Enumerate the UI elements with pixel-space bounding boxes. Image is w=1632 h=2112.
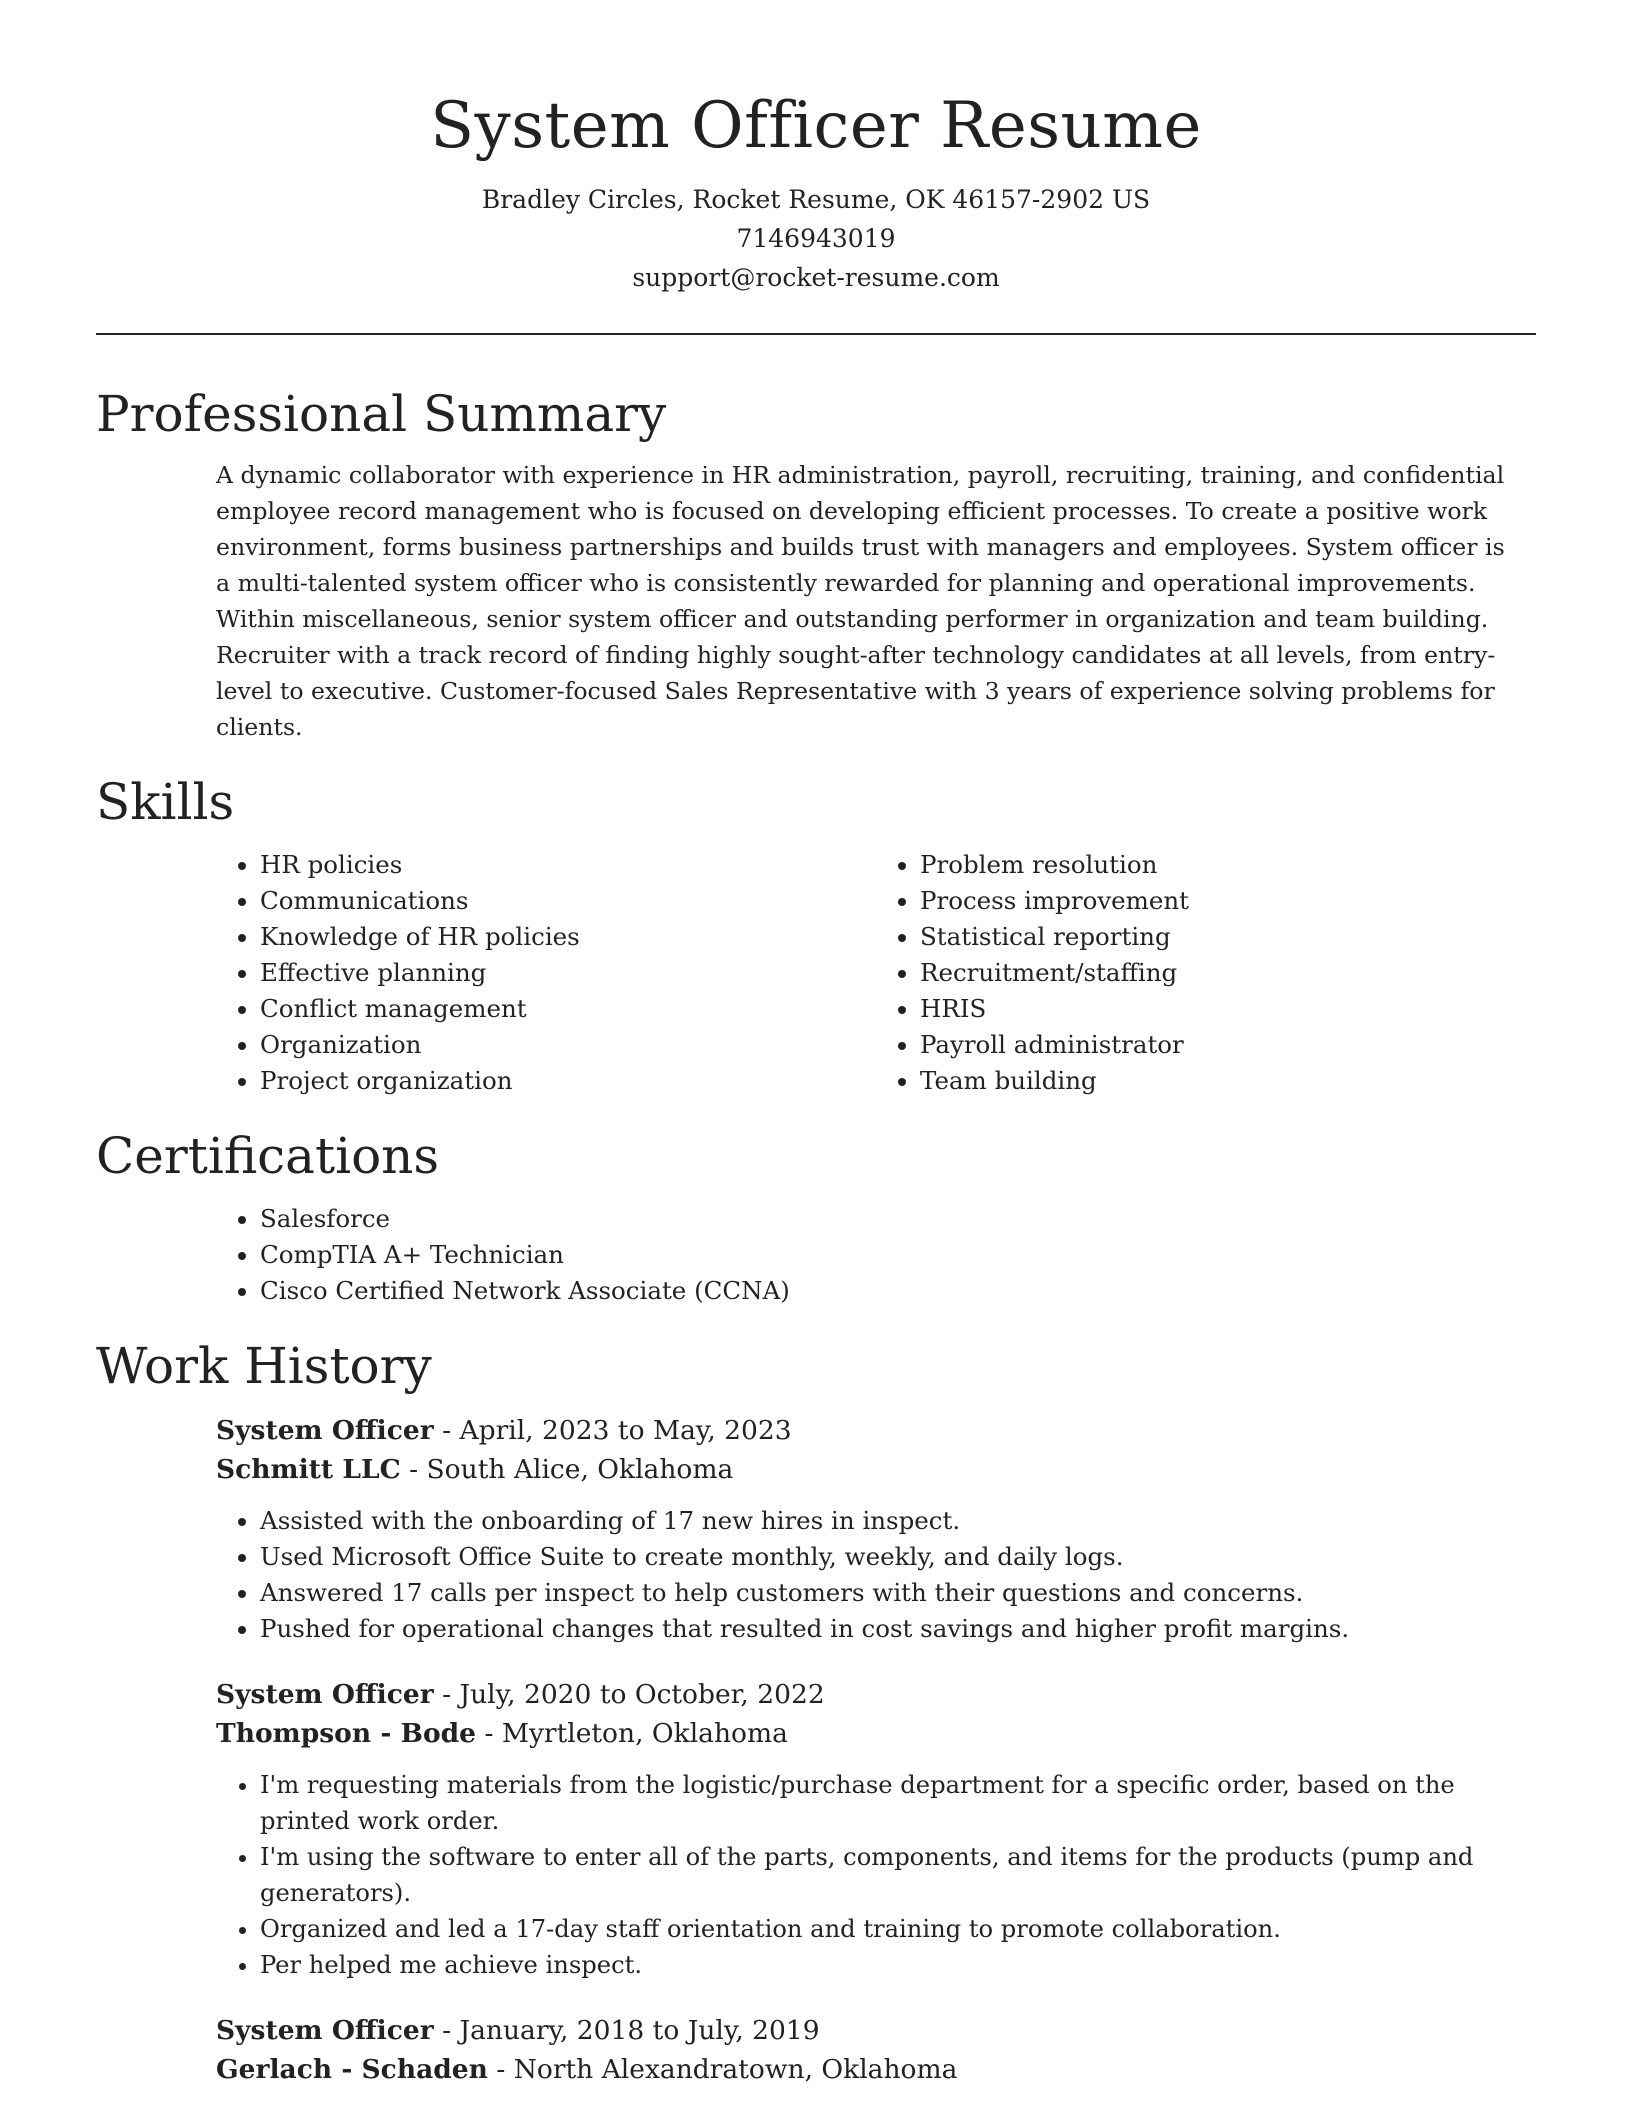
skills-section bbox=[96, 769, 1536, 1099]
job-bullet-list bbox=[216, 1503, 1536, 1647]
skill-item: • Team building bbox=[920, 1063, 1536, 1099]
job-title: System Officer bbox=[216, 2015, 434, 2046]
skill-item: • Statistical reporting bbox=[920, 919, 1536, 955]
skill-item: • HR policies bbox=[260, 847, 876, 883]
job-location: - South Alice, Oklahoma bbox=[400, 1454, 734, 1485]
professional-summary-heading: Professional Summary bbox=[96, 385, 667, 443]
job-company-line bbox=[216, 2050, 1536, 2089]
certifications-list bbox=[216, 1201, 1536, 1309]
skill-item: • Payroll administrator bbox=[920, 1027, 1536, 1063]
contact-email: support@rocket-resume.com bbox=[632, 263, 1000, 292]
job-dates: - July, 2020 to October, 2022 bbox=[433, 1679, 825, 1710]
skill-item: • Effective planning bbox=[260, 955, 876, 991]
job-bullet: • I'm requesting materials from the logistic/purchase department for a specific order, based on the printed work order. bbox=[260, 1767, 1526, 1839]
skill-item: • Project organization bbox=[260, 1063, 876, 1099]
job-location: - Myrtleton, Oklahoma bbox=[476, 1718, 788, 1749]
job-bullet: • Pushed for operational changes that resulted in cost savings and higher profit margins. bbox=[260, 1611, 1526, 1647]
job-bullet: • Per helped me achieve inspect. bbox=[260, 1947, 1526, 1983]
skill-item: • Knowledge of HR policies bbox=[260, 919, 876, 955]
job-title-line bbox=[216, 1411, 1536, 1450]
job-company-line bbox=[216, 1714, 1536, 1753]
job-dates: - January, 2018 to July, 2019 bbox=[433, 2015, 820, 2046]
contact-phone: 7146943019 bbox=[736, 224, 896, 253]
job-company-line bbox=[216, 1450, 1536, 1489]
skill-item: • Conflict management bbox=[260, 991, 876, 1027]
skill-item: • Recruitment/staffing bbox=[920, 955, 1536, 991]
job-title: System Officer bbox=[216, 1415, 434, 1446]
job-dates: - April, 2023 to May, 2023 bbox=[433, 1415, 792, 1446]
job-title: System Officer bbox=[216, 1679, 434, 1710]
page-title: System Officer Resume bbox=[430, 89, 1202, 163]
skill-item: • Process improvement bbox=[920, 883, 1536, 919]
certifications-section bbox=[96, 1123, 1536, 1309]
skills-grid bbox=[216, 847, 1536, 1099]
job-entry bbox=[96, 1411, 1536, 1647]
contact-address: Bradley Circles, Rocket Resume, OK 46157-2902 US bbox=[481, 185, 1151, 214]
job-bullet-list bbox=[216, 1767, 1536, 1983]
job-company: Gerlach - Schaden bbox=[216, 2054, 488, 2085]
job-entry bbox=[96, 1675, 1536, 1983]
job-bullet: • I'm using the software to enter all of the parts, components, and items for the products (pump and generators). bbox=[260, 1839, 1526, 1911]
job-location: - North Alexandratown, Oklahoma bbox=[487, 2054, 958, 2085]
skills-column-right bbox=[876, 847, 1536, 1099]
skill-item: • Organization bbox=[260, 1027, 876, 1063]
job-bullet: • Used Microsoft Office Suite to create monthly, weekly, and daily logs. bbox=[260, 1539, 1526, 1575]
skill-item: • HRIS bbox=[920, 991, 1536, 1027]
certifications-heading: Certifications bbox=[96, 1127, 440, 1185]
header-divider bbox=[96, 333, 1536, 335]
job-bullet: • Assisted with the onboarding of 17 new hires in inspect. bbox=[260, 1503, 1526, 1539]
job-company: Schmitt LLC bbox=[216, 1454, 401, 1485]
resume-header bbox=[96, 0, 1536, 297]
skills-heading: Skills bbox=[96, 773, 235, 831]
skill-item: • Problem resolution bbox=[920, 847, 1536, 883]
certification-item: • CompTIA A+ Technician bbox=[260, 1237, 1536, 1273]
job-bullet: • Answered 17 calls per inspect to help customers with their questions and concerns. bbox=[260, 1575, 1526, 1611]
professional-summary-section bbox=[96, 381, 1536, 745]
work-history-heading: Work History bbox=[96, 1337, 432, 1395]
professional-summary-text: A dynamic collaborator with experience in HR administration, payroll, recruiting, training, and confidential employee record management who is focused on developing efficient processes. To create a positive work environment, forms business partnerships and builds trust with managers and employees. System officer is a multi-talented system officer who is consistently rewarded for planning and operational improvements. Within miscellaneous, senior system officer and outstanding performer in organization and team building. Recruiter with a track record of finding highly sought-after technology candidates at all levels, from entry-level to executive. Customer-focused Sales Representative with 3 years of experience solving problems for clients. bbox=[216, 461, 1505, 741]
certification-item: • Cisco Certified Network Associate (CCNA) bbox=[260, 1273, 1536, 1309]
skill-item: • Communications bbox=[260, 883, 876, 919]
job-bullet: • Organized and led a 17-day staff orientation and training to promote collaboration. bbox=[260, 1911, 1526, 1947]
job-entry bbox=[96, 2011, 1536, 2089]
job-title-line bbox=[216, 1675, 1536, 1714]
certification-item: • Salesforce bbox=[260, 1201, 1536, 1237]
work-history-section bbox=[96, 1333, 1536, 2089]
skills-column-left bbox=[216, 847, 876, 1099]
job-title-line bbox=[216, 2011, 1536, 2050]
job-company: Thompson - Bode bbox=[216, 1718, 477, 1749]
